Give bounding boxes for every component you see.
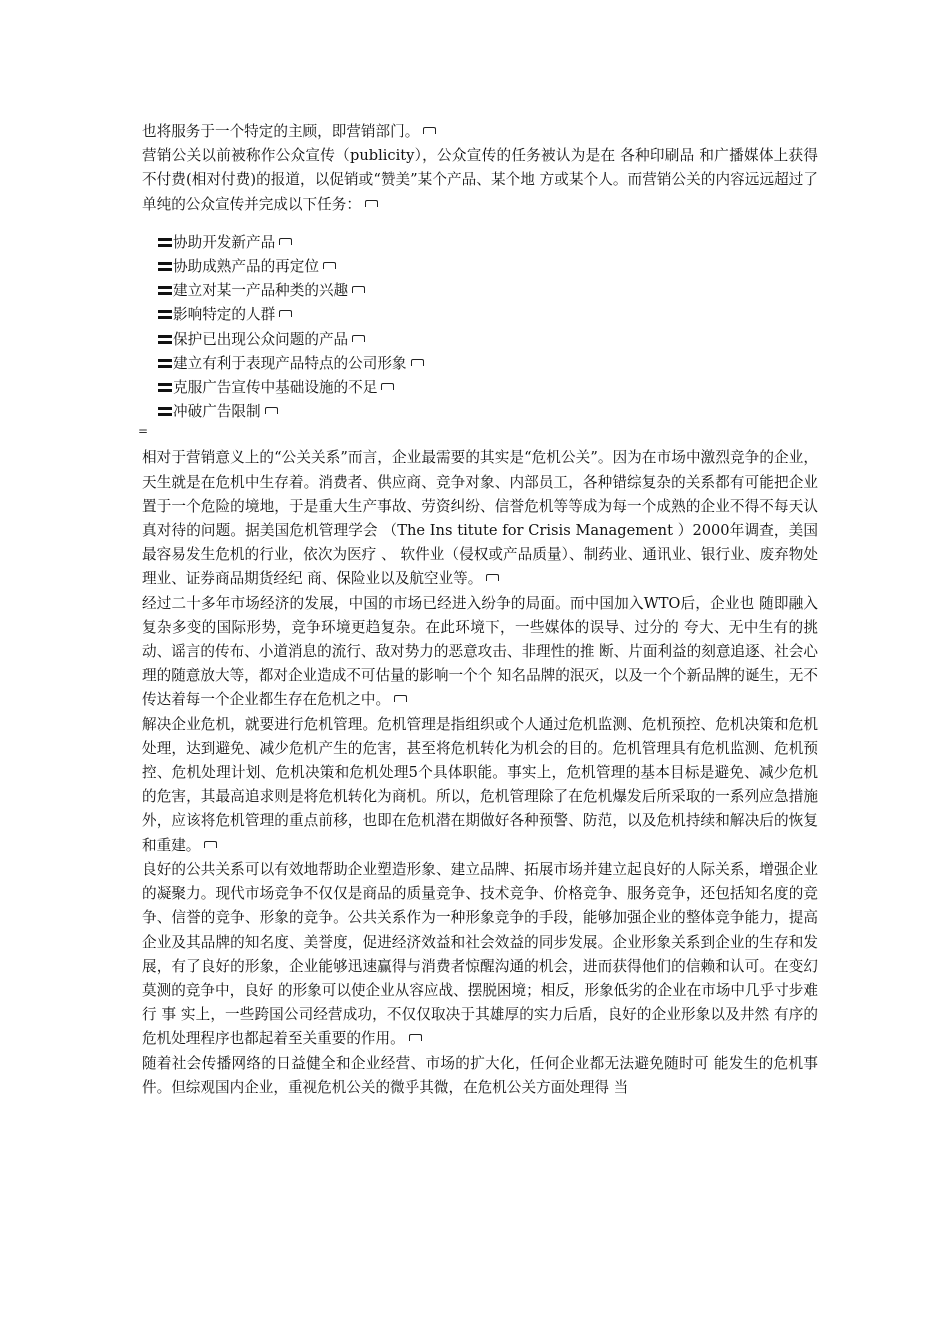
paragraph-text: 经过二十多年市场经济的发展，中国的市场已经进入纷争的局面。而中国加入WTO后，企业也 随即融入复杂多变的国际形势，竞争环境更趋复杂。在此环境下，一些媒体的误导、过分的 夸大、无中生有的挑动、谣言的传布、小道消息的流行、敌对势力的恶意攻击、非理性的推 断、片面利益的刻意追逐、社会心理的随意放大等，都对企业造成不可估量的影响一个个 知名品牌的泯灭，以及一个个新品牌的诞生，无不传达着每一个企业都生存在危机之中。 [142, 594, 818, 709]
paragraph-mark-icon [409, 1034, 422, 1041]
paragraph [142, 592, 818, 713]
paragraph-mark-icon [352, 286, 365, 293]
paragraph-mark-icon [423, 127, 436, 134]
paragraph-mark-icon [381, 383, 394, 390]
paragraph-mark-icon [411, 359, 424, 366]
list-item [158, 279, 818, 303]
paragraph-mark-icon [204, 841, 217, 848]
list-item [158, 231, 818, 255]
list-item-text: 冲破广告限制 [173, 403, 261, 421]
paragraph [142, 144, 818, 217]
list-item [158, 303, 818, 327]
paragraph-mark-icon [323, 262, 336, 269]
task-list [158, 231, 818, 425]
paragraph-text: 随着社会传播网络的日益健全和企业经营、市场的扩大化，任何企业都无法避免随时可 能发生的危机事件。但综观国内企业，重视危机公关的微乎其微，在危机公关方面处理得 当 [142, 1054, 818, 1096]
list-item [158, 328, 818, 352]
bullet-icon [158, 406, 172, 417]
list-item-text: 协助开发新产品 [173, 233, 276, 251]
bullet-icon [158, 358, 172, 369]
bullet-icon [158, 334, 172, 345]
paragraph-mark-icon [486, 574, 499, 581]
bullet-icon [158, 261, 172, 272]
bullet-icon [158, 309, 172, 320]
list-item-text: 影响特定的人群 [173, 306, 276, 324]
list-item [158, 352, 818, 376]
paragraph-mark-icon [265, 407, 278, 414]
list-item [158, 376, 818, 400]
separator-mark: = [138, 424, 149, 439]
paragraph-mark-icon [352, 335, 365, 342]
paragraph-text: 营销公关以前被称作公众宣传（publicity），公众宣传的任务被认为是在 各种印刷品 和广播媒体上获得不付费(相对付费)的报道，以促销或“赞美”某个产品、某个地 方或某个人。而营销公关的内容远远超过了单纯的公众宣传并完成以下任务： [142, 147, 818, 213]
paragraph-text: 也将服务于一个特定的主顾，即营销部门。 [142, 123, 420, 140]
paragraph [142, 713, 818, 858]
list-item-text: 保护已出现公众问题的产品 [173, 330, 349, 348]
paragraph [142, 1052, 818, 1100]
paragraph-mark-icon [394, 695, 407, 702]
paragraph-text: 相对于营销意义上的“公关关系”而言，企业最需要的其实是“危机公关”。因为在市场中激烈竞争的企业，天生就是在危机中生存着。消费者、供应商、竞争对象、内部员工，各种错综复杂的关系都有可能把企业置于一个危险的境地，于是重大生产事故、劳资纠纷、信誉危机等等成为每一个成熟的企业不得不每天认真对待的问题。据美国危机管理学会 （The Ins titute for Crisis Management ）2000年调查，美国最容易发生危机的行业，依次为医疗 、 软件业（侵权或产品质量）、制药业、通讯业、银行业、废弃物处理业、证券商品期货经纪 商、保险业以及航空业等。 [142, 449, 818, 588]
list-item-text: 克服广告宣传中基础设施的不足 [173, 379, 378, 397]
paragraph-text: 良好的公共关系可以有效地帮助企业塑造形象、建立品牌、拓展市场并建立起良好的人际关系，增强企业的凝聚力。现代市场竞争不仅仅是商品的质量竞争、技术竞争、价格竞争、服务竞争，还包括知名度的竞争、信誉的竞争、形象的竞争。公共关系作为一种形象竞争的手段，能够加强企业的整体竞争能力，提高企业及其品牌的知名度、美誉度，促进经济效益和社会效益的同步发展。企业形象关系到企业的生存和发展，有了良好的形象，企业能够迅速赢得与消费者惊醒沟通的机会，进而获得他们的信赖和认可。在变幻莫测的竞争中，良好 的形象可以使企业从容应战、摆脱困境；相反，形象低劣的企业在市场中几乎寸步难行 事 实上，一些跨国公司经营成功，不仅仅取决于其雄厚的实力后盾，良好的企业形象以及井然 有序的危机处理程序也都起着至关重要的作用。 [142, 860, 818, 1048]
list-item [158, 255, 818, 279]
list-item-text: 协助成熟产品的再定位 [173, 258, 319, 276]
list-item [158, 400, 818, 424]
list-item-text: 建立对某一产品种类的兴趣 [173, 282, 349, 300]
bullet-icon [158, 285, 172, 296]
paragraph [142, 120, 818, 144]
paragraph-mark-icon [279, 238, 292, 245]
bullet-icon [158, 382, 172, 393]
bullet-icon [158, 237, 172, 248]
paragraph-mark-icon [279, 310, 292, 317]
document-page [138, 120, 818, 1100]
paragraph-mark-icon [365, 200, 378, 207]
list-item-text: 建立有利于表现产品特点的公司形象 [173, 354, 407, 372]
paragraph [142, 858, 818, 1052]
paragraph [142, 446, 818, 591]
paragraph-text: 解决企业危机，就要进行危机管理。危机管理是指组织或个人通过危机监测、危机预控、危机决策和危机处理，达到避免、减少危机产生的危害，甚至将危机转化为机会的目的。危机管理具有危机监测、危机预控、危机处理计划、危机决策和危机处理5个具体职能。事实上，危机管理的基本目标是避免、减少危机的危害，其最高追求则是将危机转化为商机。所以，危机管理除了在危机爆发后所采取的一系列应急措施外，应该将危机管理的重点前移，也即在危机潜在期做好各种预警、防范，以及危机持续和解决后的恢复和重建。 [142, 715, 818, 854]
